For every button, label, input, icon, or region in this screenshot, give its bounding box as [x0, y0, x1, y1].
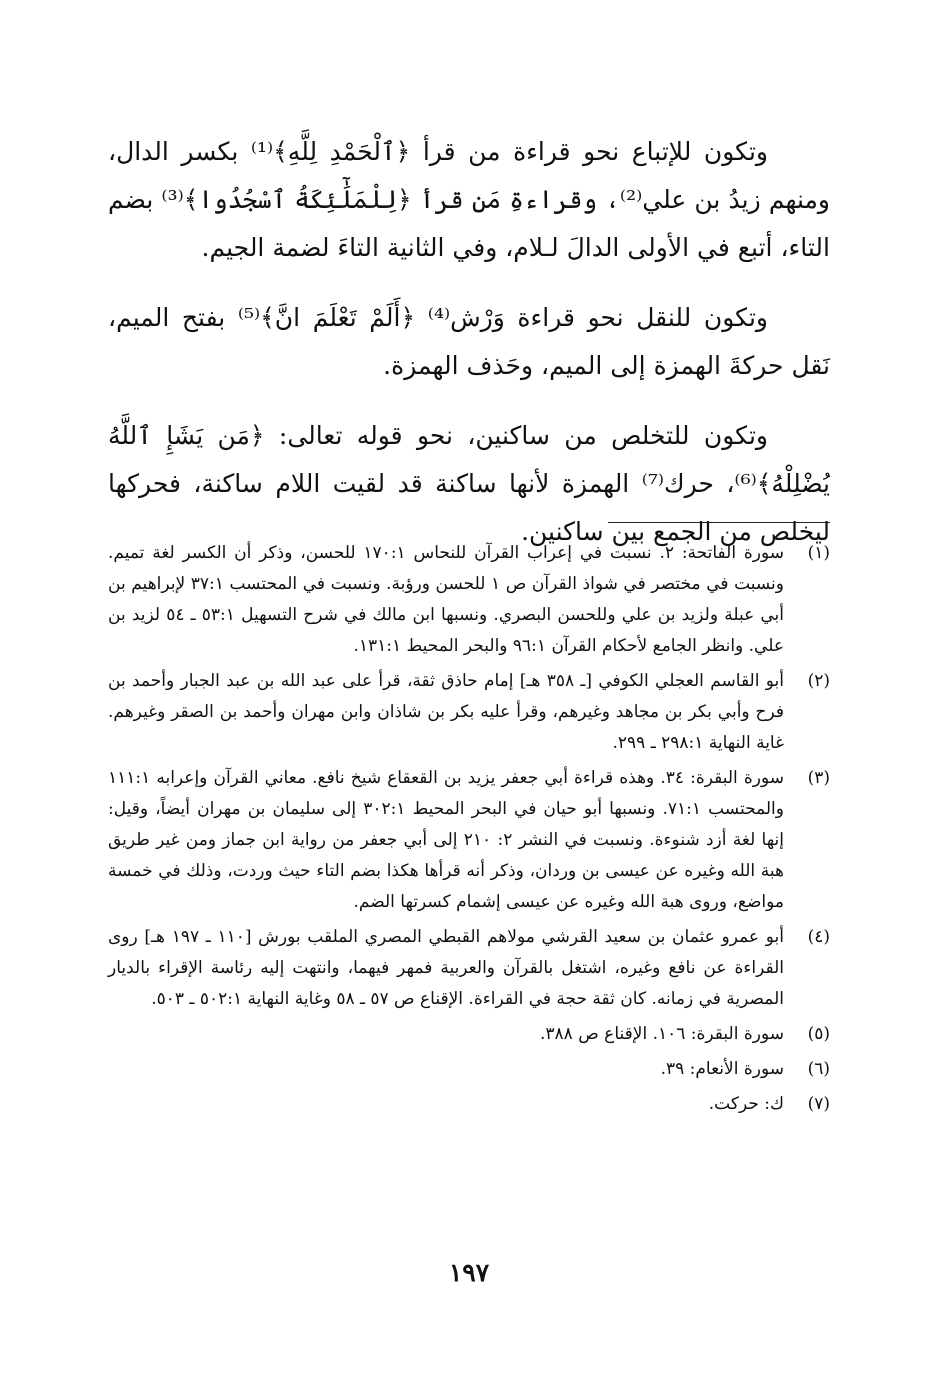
- main-text: [108, 128, 830, 578]
- footnote-number: (٦): [807, 1059, 830, 1079]
- footnote-number: (٧): [807, 1094, 830, 1114]
- footnote-text: سورة الأنعام: ٣٩.: [660, 1059, 784, 1079]
- footnote-number: (٥): [807, 1024, 830, 1044]
- footnote-4: [108, 922, 830, 1015]
- page-number: ١٩٧: [448, 1258, 490, 1287]
- footnote-divider: [608, 522, 830, 523]
- footnote-2: [108, 666, 830, 759]
- footnote-text: سورة البقرة: ١٠٦. الإقناع ص ٣٨٨.: [540, 1024, 784, 1044]
- footnote-number: (١): [807, 543, 830, 563]
- footnote-1: [108, 538, 830, 662]
- footnote-5: [108, 1019, 830, 1050]
- footnote-text: أبو عمرو عثمان بن سعيد القرشي مولاهم القبطي المصري الملقب بورش [١١٠ ـ ١٩٧ هـ] روى القراءة عن نافع وغيره، اشتغل بالقرآن والعربية فمهر فيهما، وانتهت إليه رئاسة الإقراء بالديار المصرية في زمانه. كان ثقة حجة في القراءة. الإقناع ص ٥٧ ـ ٥٨ وغاية النهاية ٥٠٢:١ ـ ٥٠٣.: [108, 927, 784, 1009]
- footnote-text: سورة الفاتحة: ٢. نسبت في إعراب القرآن للنحاس ١٧٠:١ للحسن، وذكر أن الكسر لغة تميم. ونسبت في مختصر في شواذ القرآن ص ١ للحسن ورؤبة. ونسبت في المحتسب ٣٧:١ لإبراهيم بن أبي عبلة ولزيد بن علي وللحسن البصري. ونسبها ابن مالك في شرح التسهيل ٥٣:١ ـ ٥٤ لزيد بن علي. وانظر الجامع لأحكام القرآن ٩٦:١ والبحر المحيط ١٣١:١.: [108, 543, 785, 656]
- footnote-3: [108, 763, 830, 918]
- footnote-text: أبو القاسم العجلي الكوفي [ـ ٣٥٨ هـ] إمام حاذق ثقة، قرأ على عبد الله بن عبد الجبار وأحمد بن فرح وأبي بكر بن مجاهد وغيرهم، وقرأ عليه بكر بن شاذان وابن مهران وأحمد بن الصقر وغيرهم. غاية النهاية ٢٩٨:١ ـ ٢٩٩.: [108, 671, 785, 753]
- paragraph-naql: وتكون للنقل نحو قراءة وَرْش⁽⁴⁾ ﴿أَلَمْ تَعْلَمَ انَّ﴾⁽⁵⁾ بفتح الميم، نَقل حركةَ الهمزة إلى الميم، وحَذف الهمزة.: [108, 303, 830, 380]
- footnote-text: سورة البقرة: ٣٤. وهذه قراءة أبي جعفر يزيد بن القعقاع شيخ نافع. معاني القرآن وإعرابه ١١١:١ والمحتسب ٧١:١. ونسبها أبو حيان في البحر المحيط ٣٠٢:١ إلى سليمان بن مهران أيضاً، وقيل: إنها لغة أزد شنوءة. ونسبت في النشر ٢: ٢١٠ إلى أبي جعفر من رواية ابن جماز ومن غير طريق هبة الله وغيره عن عيسى بن وردان، وذكر أنه قرأها هكذا بضم التاء حيث وردت، وذلك في خمسة مواضع، وروى هبة الله وغيره عن عيسى إشمام كسرتها الضم.: [108, 768, 785, 912]
- paragraph-takhallus: وتكون للتخلص من ساكنين، نحو قوله تعالى: ﴿مَن يَشَإِ ٱللَّهُ يُضْلِلْهُ﴾⁽⁶⁾، حرك⁽⁷⁾ الهمزة لأنها ساكنة قد لقيت اللام ساكنة، فحركها ليخلص من الجمع بين ساكنين.: [108, 421, 830, 546]
- footnotes: [108, 538, 830, 1124]
- footnote-number: (٢): [807, 671, 830, 691]
- footnote-7: [108, 1089, 830, 1120]
- footnote-6: [108, 1054, 830, 1085]
- footnote-number: (٣): [807, 768, 830, 788]
- footnote-number: (٤): [807, 927, 830, 947]
- paragraph-itba: وتكون للإتباع نحو قراءة من قرأ ﴿ٱلْحَمْدِ لِلَّهِ﴾⁽¹⁾ بكسر الدال، ومنهم زيدُ بن علي⁽²⁾، وقراءةِ مَن قرأ ﴿لِلْمَلَٰٓئِكَةُ ٱسْجُدُوا﴾⁽³⁾ بضم التاء، أتبع في الأولى الدالَ لـلام، وفي الثانية التاءَ لضمة الجيم.: [108, 137, 830, 262]
- footnote-text: ك: حركت.: [708, 1094, 784, 1114]
